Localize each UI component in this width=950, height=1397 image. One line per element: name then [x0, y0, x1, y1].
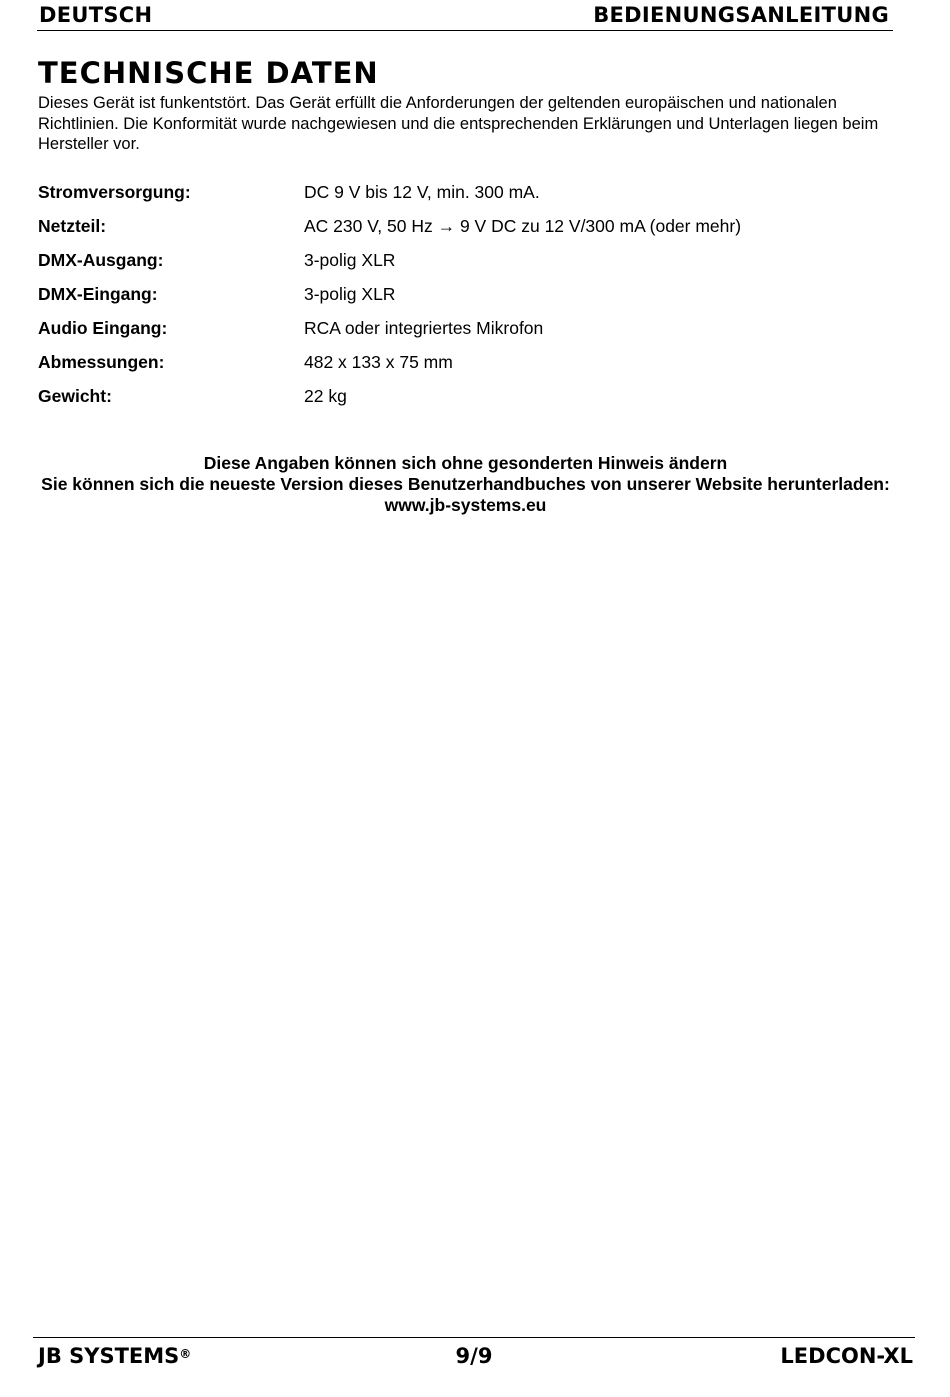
spec-label: Stromversorgung:: [38, 182, 191, 202]
spec-value: AC 230 V, 50 Hz → 9 V DC zu 12 V/300 mA (oder mehr): [304, 216, 742, 236]
spec-label: Audio Eingang:: [38, 318, 168, 338]
spec-label: Abmessungen:: [38, 352, 165, 372]
header-language: DEUTSCH: [39, 3, 153, 27]
spec-row-weight: [38, 384, 898, 418]
section-intro: Dieses Gerät ist funkentstört. Das Gerät erfüllt die Anforderungen der geltenden europäischen und nationalen Richtlinien. Die Konformität wurde nachgewiesen und die entsprechenden Erklärungen und Unterlagen liegen beim Hersteller vor.: [38, 94, 879, 153]
brand-name: JB SYSTEMS: [38, 1344, 180, 1368]
spec-value: DC 9 V bis 12 V, min. 300 mA.: [304, 182, 540, 202]
spec-row-power: [38, 180, 898, 214]
spec-row-audio-in: [38, 316, 898, 350]
spec-value: RCA oder integriertes Mikrofon: [304, 318, 544, 338]
spec-value: 3-polig XLR: [304, 250, 396, 270]
spec-row-dmx-out: [38, 248, 898, 282]
website-link[interactable]: www.jb-systems.eu: [384, 495, 547, 515]
footer-model: LEDCON-XL: [780, 1344, 913, 1368]
notice-line-1: Diese Angaben können sich ohne gesonderten Hinweis ändern: [203, 453, 728, 473]
spec-row-adapter: [38, 214, 898, 248]
spec-list: [38, 180, 898, 418]
spec-label: Gewicht:: [38, 386, 112, 406]
spec-row-dmx-in: [38, 282, 898, 316]
header-doc-type: BEDIENUNGSANLEITUNG: [593, 3, 889, 27]
spec-label: Netzteil:: [38, 216, 107, 236]
notice-line-2: Sie können sich die neueste Version dieses Benutzerhandbuches von unserer Website herunterladen:: [41, 474, 890, 494]
section-title: TECHNISCHE DATEN: [38, 56, 379, 90]
change-notice: [38, 453, 893, 516]
spec-value: 482 x 133 x 75 mm: [304, 352, 453, 372]
page-header: [37, 2, 893, 31]
spec-label: DMX-Ausgang:: [38, 250, 164, 270]
spec-value: 22 kg: [304, 386, 347, 406]
spec-row-dimensions: [38, 350, 898, 384]
spec-value: 3-polig XLR: [304, 284, 396, 304]
registered-mark: ®: [179, 1347, 192, 1361]
spec-label: DMX-Eingang:: [38, 284, 158, 304]
page-number: 9/9: [455, 1344, 493, 1368]
page-footer: [33, 1337, 915, 1372]
